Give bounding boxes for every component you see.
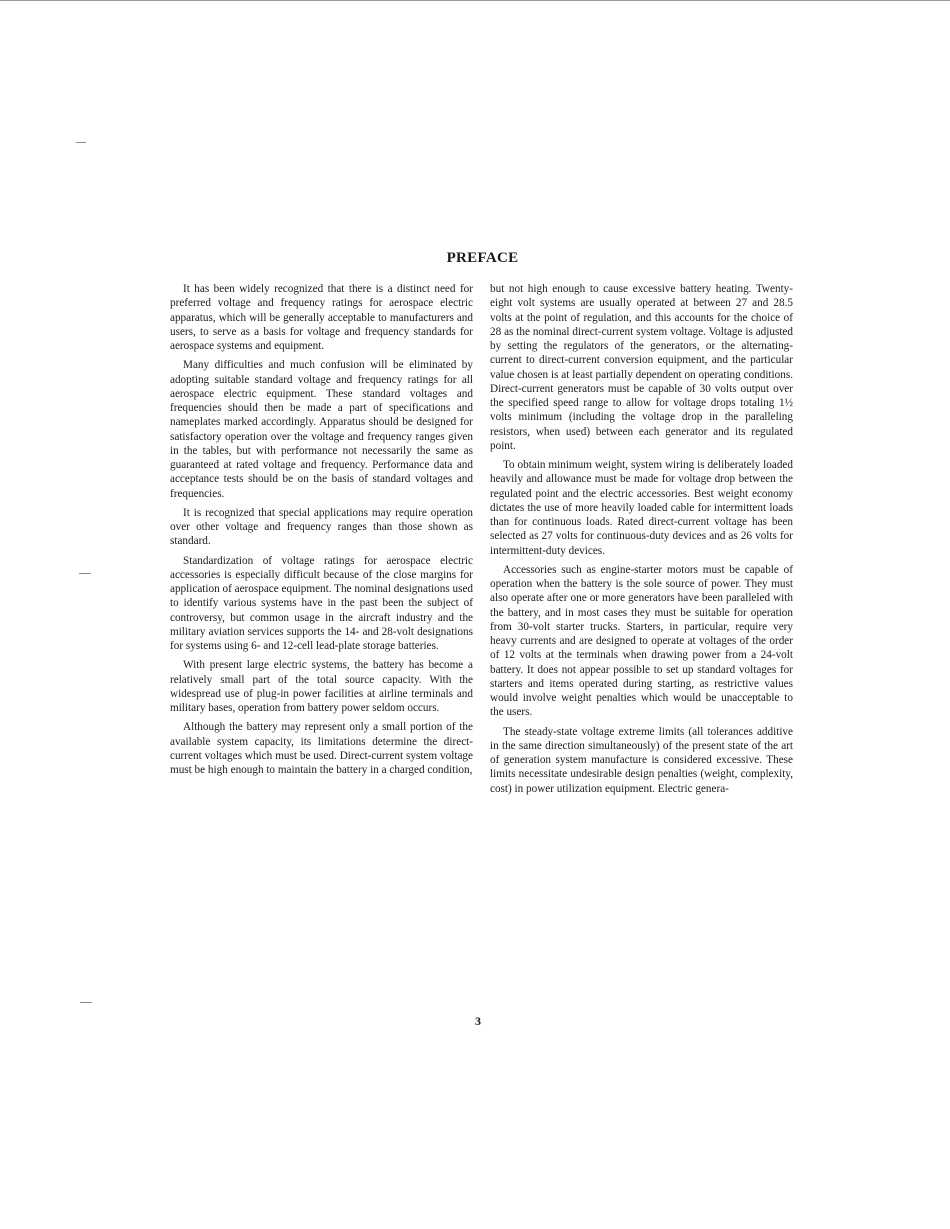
paragraph: With present large electric systems, the battery has become a relatively small part of the total source capacity. With the widespread use of plug-in power facilities at airline terminals and military bases, operation from battery power seldom occurs. [170,659,473,714]
left-column [170,282,473,782]
paragraph: Many difficulties and much confusion will be eliminated by adopting suitable standard voltage and frequency ratings for all aerospace electric equipment. These standard voltages and frequencies should then be made a part of specifications and nameplates marked accordingly. Apparatus should be designed for satisfactory operation over the voltage and frequency ranges given in the tables, but with performance not necessarily the same as guaranteed at rated voltage and frequency. Performance data and acceptance tests should be on the basis of standard voltages and frequencies. [170,359,473,500]
paragraph: Standardization of voltage ratings for aerospace electric accessories is especially difficult because of the close margins for application of aerospace equipment. The nominal designations used to identify various systems have in the past been the subject of controversy, but common usage in the aircraft industry and the military aviation services supports the 14- and 28-volt designations for systems using 6- and 12-cell lead-plate storage batteries. [170,554,474,652]
top-edge-rule [0,0,950,1]
paragraph: It is recognized that special applications may require operation over other voltage and frequency ranges than those shown as standard. [170,506,473,548]
margin-mark [79,573,91,574]
right-column [490,282,793,801]
margin-mark [80,1002,92,1003]
paragraph: It has been widely recognized that there is a distinct need for preferred voltage and frequency ratings for aerospace electric apparatus, which will be generally acceptable to manufacturers and users, to serve as a basis for voltage and frequency standards for aerospace systems and equipment. [170,283,473,352]
paragraph: Although the battery may represent only a small portion of the available system capacity, its limitations determine the direct-current voltages which must be used. Direct-current system voltage must be high enough to maintain the battery in a charged condition, [170,721,473,776]
page-number: 3 [475,1014,481,1028]
paragraph: Accessories such as engine-starter motors must be capable of operation when the battery is the sole source of power. They must also operate after one or more generators have been paralleled with the battery, and in most cases they must be suitable for operation from 30-volt starter trucks. Starters, in particular, require very heavy currents and are designed to operate at voltages of the order of 12 volts at the terminals when drawing power from a 24-volt battery. It does not appear possible to set up standard voltages for starters and items operated during starting, as restrictive values would involve weight penalties which would be unacceptable to the users. [490,563,793,719]
paragraph: but not high enough to cause excessive battery heating. Twenty-eight volt systems are usually operated at between 27 and 28.5 volts at the point of regulation, and this accounts for the choice of 28 as the nominal direct-current system voltage. Voltage is adjusted by setting the regulators of the generators, or the alternating-current to direct-current conversion equipment, and the particular value chosen is at least partially dependent on operating conditions. Direct-current generators must be capable of 30 volts output over the specified speed range to allow for voltage drops totaling 1½ volts minimum (including the voltage drop in the paralleling resistors, when used) between each generator and its regulated point. [490,283,793,452]
paragraph: To obtain minimum weight, system wiring is deliberately loaded heavily and allowance must be made for voltage drop between the regulated point and the electric accessories. Best weight economy dictates the use of more heavily loaded cable for intermittent loads than for continuous loads. Rated direct-current voltage has been selected as 27 volts for continuous-duty devices and as 26 volts for intermittent-duty devices. [490,459,793,557]
margin-mark [76,142,86,143]
paragraph: The steady-state voltage extreme limits (all tolerances additive in the same direction simultaneously) of the present state of the art of generation system manufacture is considered excessive. These limits necessitate undesirable design penalties (weight, complexity, cost) in power utilization equipment. Electric genera- [490,725,793,795]
page-title: PREFACE [446,250,519,266]
